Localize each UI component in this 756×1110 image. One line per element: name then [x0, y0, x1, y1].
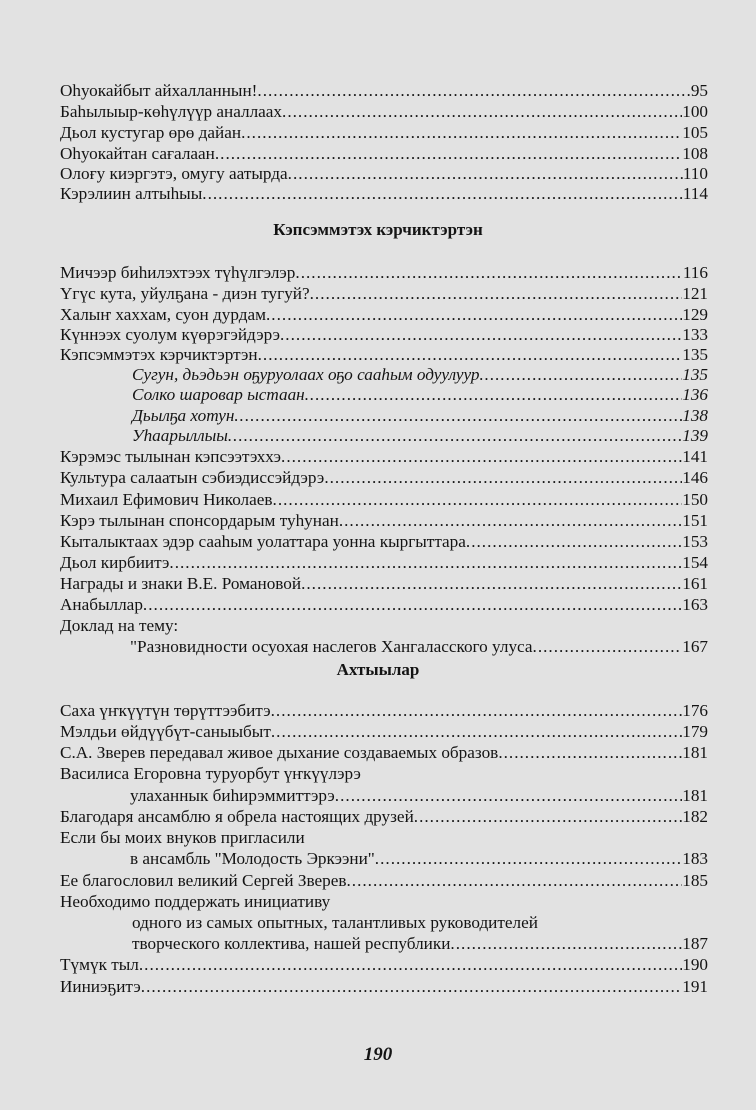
toc-leader — [324, 468, 682, 488]
toc-leader — [234, 406, 682, 426]
toc-entry — [132, 933, 708, 954]
toc-entry — [60, 976, 708, 997]
toc-entry-page: 116 — [682, 263, 708, 282]
toc-entry-page: 183 — [682, 849, 708, 868]
toc-entry — [60, 721, 708, 742]
toc-entry-title: Культура салаатын сэбиэдиссэйдэрэ — [60, 468, 325, 487]
toc-entry-page: 191 — [682, 977, 708, 996]
toc-subentry — [132, 425, 708, 446]
toc-text-line — [132, 912, 708, 933]
section-heading: Кэпсэммэтэх кэрчиктэртэн — [273, 220, 483, 239]
toc-entry-page: 146 — [682, 468, 708, 487]
toc-entry — [60, 283, 708, 304]
toc-entry — [60, 954, 708, 975]
toc-text-line — [60, 763, 708, 784]
toc-entry-page: 138 — [682, 406, 708, 425]
toc-entry — [60, 163, 708, 184]
toc-entry — [60, 806, 708, 827]
toc-entry — [60, 700, 708, 721]
toc-entry-title: улаханнык биһирэммиттэрэ — [130, 786, 335, 805]
toc-entry-page: 110 — [682, 164, 708, 183]
toc-entry — [60, 510, 708, 531]
toc-entry-title: Оһуокайбыт айхалланнын! — [60, 81, 258, 100]
toc-entry-page: 95 — [690, 81, 708, 100]
toc-entry-title: Уһаарыллыы — [132, 426, 228, 445]
toc-entry-title: в ансамбль "Молодость Эркээни" — [130, 849, 375, 868]
toc-entry — [130, 636, 708, 657]
toc-entry — [60, 489, 708, 510]
toc-entry-title: С.А. Зверев передавал живое дыхание создаваемых образов — [60, 743, 499, 762]
toc-entry-page: 151 — [682, 511, 708, 530]
toc-entry-title: Кэпсэммэтэх кэрчиктэртэн — [60, 345, 258, 364]
toc-entry-title: Мичээр биһилэхтээх түһүлгэлэр — [60, 263, 296, 282]
toc-entry-page: 182 — [682, 807, 708, 826]
toc-entry-page: 100 — [682, 102, 708, 121]
toc-entry-title: Благодаря ансамблю я обрела настоящих друзей — [60, 807, 414, 826]
toc-entry-title: Кэрэлиин алтыһыы — [60, 184, 203, 203]
toc-entry-title: Доклад на тему: — [60, 616, 179, 635]
toc-leader — [305, 385, 683, 405]
toc-entry-title: Ее благословил великий Сергей Зверев — [60, 871, 347, 890]
toc-entry-title: Ииниэҕитэ — [60, 977, 141, 996]
toc-leader — [266, 305, 682, 325]
toc-entry-page: 179 — [682, 722, 708, 741]
toc-entry-title: Мэлдьи өйдүүбүт-саныыбыт — [60, 722, 271, 741]
toc-entry-page: 161 — [682, 574, 708, 593]
toc-leader — [282, 102, 682, 122]
toc-leader — [202, 184, 683, 204]
toc-entry-page: 163 — [682, 595, 708, 614]
toc-leader — [295, 263, 682, 283]
toc-entry-page: 176 — [682, 701, 708, 720]
toc-leader — [310, 284, 683, 304]
toc-leader — [241, 123, 682, 143]
toc-subentry — [132, 405, 708, 426]
toc-entry — [130, 785, 708, 806]
toc-entry-page: 167 — [682, 637, 708, 656]
toc-entry-title: Если бы моих внуков пригласили — [60, 828, 305, 847]
toc-entry — [60, 467, 708, 488]
toc-entry — [60, 446, 708, 467]
toc-leader — [466, 532, 682, 552]
toc-leader — [281, 447, 682, 467]
toc-entry-title: Михаил Ефимович Николаев — [60, 490, 273, 509]
toc-entry-page: 181 — [682, 786, 708, 805]
toc-entry-title: Необходимо поддержать инициативу — [60, 892, 331, 911]
toc-entry — [60, 344, 708, 365]
toc-entry-title: Дьылҕа хотун — [132, 406, 235, 425]
toc-subentry — [132, 384, 708, 405]
toc-entry-title: Кэрэмэс тылынан кэпсээтэххэ — [60, 447, 282, 466]
toc-entry — [60, 143, 708, 164]
section-heading: Ахтыылар — [336, 660, 420, 679]
toc-entry-title: Кэрэ тылынан спонсордарым туһунан — [60, 511, 339, 530]
toc-entry-title: Василиса Егоровна туруорбут үҥкүүлэрэ — [60, 764, 361, 783]
toc-entry — [60, 183, 708, 204]
toc-text-line — [60, 827, 708, 848]
toc-leader — [139, 955, 682, 975]
toc-entry — [60, 742, 708, 763]
toc-leader — [228, 426, 682, 446]
toc-entry-title: Сугун, дьэдьэн оҕуруолаах оҕо сааһым одуулуур — [132, 365, 480, 384]
toc-leader — [215, 144, 682, 164]
toc-subentry — [132, 364, 708, 385]
toc-leader — [271, 722, 682, 742]
toc-entry-title: одного из самых опытных, талантливых руководителей — [132, 913, 538, 932]
toc-entry-page: 108 — [682, 144, 708, 163]
toc-entry — [60, 262, 708, 283]
toc-entry-page: 136 — [682, 385, 708, 404]
toc-leader — [280, 325, 682, 345]
toc-entry-title: Үгүс кута, уйулҕана - диэн тугуй? — [60, 284, 310, 303]
toc-entry — [60, 80, 708, 101]
toc-entry-page: 129 — [682, 305, 708, 324]
toc-entry-page: 133 — [682, 325, 708, 344]
toc-entry-title: Анабыллар — [60, 595, 143, 614]
toc-entry-page: 153 — [682, 532, 708, 551]
toc-leader — [335, 786, 682, 806]
page-number: 190 — [363, 1044, 393, 1065]
toc-leader — [346, 871, 682, 891]
toc-entry-title: Халыҥ хаххам, суон дурдам — [60, 305, 266, 324]
toc-entry-page: 139 — [682, 426, 708, 445]
toc-entry-title: Оһуокайтан сағалаан — [60, 144, 215, 163]
toc-entry — [60, 122, 708, 143]
toc-text-line — [60, 615, 708, 636]
toc-leader — [414, 807, 682, 827]
toc-entry-page: 135 — [682, 345, 708, 364]
toc-entry-title: Солко шаровар ыстаан — [132, 385, 305, 404]
toc-leader — [450, 934, 682, 954]
toc-entry — [60, 304, 708, 325]
toc-entry-title: Күннээх суолум күөрэгэйдэрэ — [60, 325, 280, 344]
toc-entry-title: Түмүк тыл — [60, 955, 139, 974]
toc-leader — [288, 164, 683, 184]
toc-text-line — [60, 891, 708, 912]
toc-leader — [169, 553, 682, 573]
toc-entry-title: Дьол кустугар өрө дайан — [60, 123, 242, 142]
toc-entry-page: 121 — [682, 284, 708, 303]
toc-leader — [479, 365, 682, 385]
toc-leader — [301, 574, 682, 594]
toc-entry — [130, 848, 708, 869]
toc-entry-title: Баһылыыр-көһүлүүр аналлаах — [60, 102, 283, 121]
toc-entry — [60, 573, 708, 594]
toc-entry — [60, 552, 708, 573]
toc-leader — [258, 345, 683, 365]
toc-entry-page: 181 — [682, 743, 708, 762]
toc-entry-title: Дьол кирбиитэ — [60, 553, 170, 572]
toc-entry-page: 185 — [682, 871, 708, 890]
toc-entry-page: 150 — [682, 490, 708, 509]
toc-entry — [60, 531, 708, 552]
toc-leader — [273, 490, 683, 510]
toc-entry-title: творческого коллектива, нашей республики — [132, 934, 451, 953]
toc-entry-page: 135 — [682, 365, 708, 384]
toc-leader — [271, 701, 683, 721]
toc-entry — [60, 324, 708, 345]
toc-leader — [339, 511, 682, 531]
toc-entry-page: 190 — [682, 955, 708, 974]
toc-leader — [257, 81, 690, 101]
toc-leader — [533, 637, 683, 657]
toc-entry-title: Награды и знаки В.Е. Романовой — [60, 574, 302, 593]
toc-leader — [498, 743, 682, 763]
toc-entry-page: 105 — [682, 123, 708, 142]
toc-leader — [141, 977, 682, 997]
toc-entry-page: 187 — [682, 934, 708, 953]
toc-entry-page: 114 — [682, 184, 708, 203]
toc-entry-title: Кыталыктаах эдэр сааһым уолаттара уонна кыргыттара — [60, 532, 466, 551]
toc-leader — [375, 849, 682, 869]
toc-entry-page: 141 — [682, 447, 708, 466]
toc-entry-page: 154 — [682, 553, 708, 572]
toc-entry — [60, 594, 708, 615]
toc-entry-title: Олоғу киэргэтэ, омугу аатырда — [60, 164, 288, 183]
toc-entry — [60, 870, 708, 891]
toc-entry-title: "Разновидности осуохая наслегов Хангаласского улуса — [130, 637, 533, 656]
toc-leader — [143, 595, 682, 615]
toc-entry — [60, 101, 708, 122]
toc-entry-title: Саха үҥкүүтүн төрүттээбитэ — [60, 701, 271, 720]
